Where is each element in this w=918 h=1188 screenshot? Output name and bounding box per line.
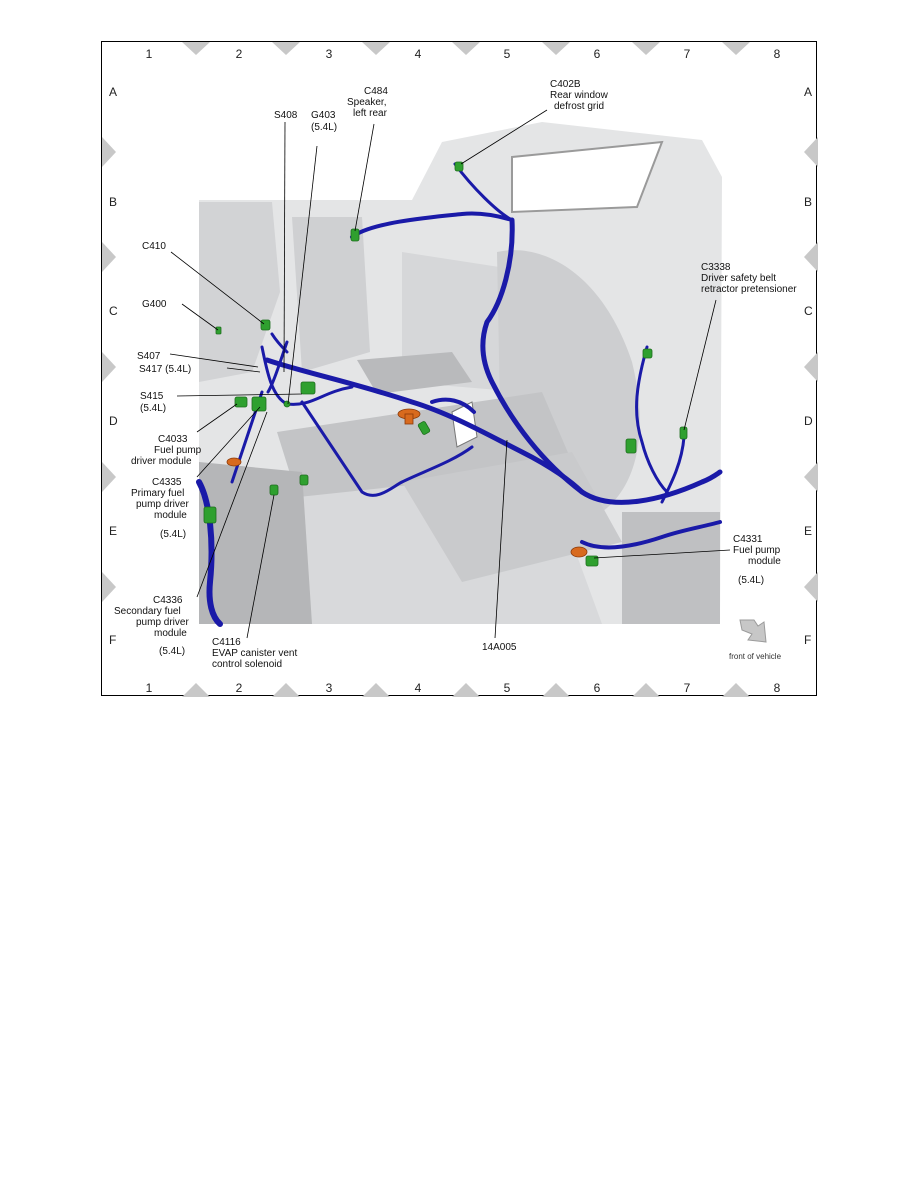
row-label-a-right: A bbox=[804, 85, 813, 99]
front-arrow-icon bbox=[740, 620, 766, 642]
connector-c410 bbox=[261, 320, 270, 330]
g400-id: G400 bbox=[142, 299, 167, 310]
callout-s417 bbox=[139, 364, 191, 375]
callout-s408 bbox=[274, 110, 298, 121]
c4335-id: C4335 bbox=[152, 477, 182, 488]
column-label-3: 3 bbox=[325, 47, 333, 61]
column-label-1: 1 bbox=[145, 47, 153, 61]
row-label-e: E bbox=[109, 524, 118, 538]
c4033-id: C4033 bbox=[158, 434, 188, 445]
connector-c4335 bbox=[252, 397, 266, 411]
callout-c4033 bbox=[131, 434, 202, 467]
c4336-desc-1: Secondary fuel bbox=[114, 606, 181, 617]
callout-s407 bbox=[137, 351, 161, 362]
s415-desc: (5.4L) bbox=[140, 403, 167, 414]
c4335-desc-1: Primary fuel bbox=[131, 488, 185, 499]
grommet-fuel-pump bbox=[571, 547, 587, 557]
connector-c6 bbox=[643, 349, 652, 358]
callout-g403 bbox=[311, 110, 337, 133]
c4335-desc-2: pump driver bbox=[136, 499, 189, 510]
callout-c3338 bbox=[701, 262, 797, 295]
column-label-3-bottom: 3 bbox=[325, 681, 333, 695]
c484-desc-2: left rear bbox=[353, 108, 387, 119]
column-label-8-bottom: 8 bbox=[773, 681, 781, 695]
c4331-id: C4331 bbox=[733, 534, 763, 545]
c3338-desc-2: retractor pretensioner bbox=[701, 284, 797, 295]
c402b-desc-1: Rear window bbox=[550, 90, 608, 101]
callout-c4336 bbox=[114, 595, 189, 657]
column-label-5-bottom: 5 bbox=[503, 681, 511, 695]
grommet-left bbox=[227, 458, 241, 466]
callout-c402b bbox=[550, 79, 609, 112]
harness-id: 14A005 bbox=[482, 642, 517, 653]
wiring-diagram bbox=[102, 42, 818, 697]
grommet-center-stem bbox=[405, 414, 413, 424]
c484-desc-1: Speaker, bbox=[347, 97, 387, 108]
diagram-frame bbox=[101, 41, 817, 696]
g403-id: G403 bbox=[311, 110, 336, 121]
c4335-desc-4: (5.4L) bbox=[160, 529, 187, 540]
row-label-b-right: B bbox=[804, 195, 813, 209]
c3338-desc-1: Driver safety belt bbox=[701, 273, 777, 284]
callout-c4116 bbox=[212, 637, 297, 670]
c4336-desc-2: pump driver bbox=[136, 617, 189, 628]
c402b-desc-2: defrost grid bbox=[554, 101, 605, 112]
c4336-desc-4: (5.4L) bbox=[159, 646, 186, 657]
row-label-e-right: E bbox=[804, 524, 813, 538]
connector-e3 bbox=[300, 475, 308, 485]
connector-c4116 bbox=[270, 485, 278, 495]
c4336-desc-3: module bbox=[154, 628, 187, 639]
s407-id: S407 bbox=[137, 351, 161, 362]
c4336-id: C4336 bbox=[153, 595, 183, 606]
connector-s415 bbox=[301, 382, 315, 394]
s417-id: S417 (5.4L) bbox=[139, 364, 192, 375]
front-of-vehicle-indicator bbox=[729, 620, 782, 661]
column-label-8: 8 bbox=[773, 47, 781, 61]
c4116-id: C4116 bbox=[212, 637, 241, 648]
row-label-f-right: F bbox=[804, 633, 812, 647]
connector-c4033 bbox=[235, 397, 247, 407]
connector-d6 bbox=[626, 439, 636, 453]
c4116-desc-1: EVAP canister vent bbox=[212, 648, 298, 659]
c410-id: C410 bbox=[142, 241, 166, 252]
row-label-c-right: C bbox=[804, 304, 813, 318]
connector-left-edge bbox=[204, 507, 216, 523]
row-label-b: B bbox=[109, 195, 118, 209]
c4331-desc-1: Fuel pump bbox=[733, 545, 781, 556]
column-label-1-bottom: 1 bbox=[145, 681, 153, 695]
column-label-7: 7 bbox=[683, 47, 691, 61]
c402b-id: C402B bbox=[550, 79, 581, 90]
s408-id: S408 bbox=[274, 110, 298, 121]
row-label-d-right: D bbox=[804, 414, 813, 428]
row-label-a: A bbox=[109, 85, 118, 99]
c4033-desc-1: Fuel pump bbox=[154, 445, 202, 456]
callout-c4335 bbox=[131, 477, 189, 540]
callout-c4331 bbox=[733, 534, 781, 586]
c484-id: C484 bbox=[364, 86, 388, 97]
c4033-desc-2: driver module bbox=[131, 456, 192, 467]
c4331-desc-3: (5.4L) bbox=[738, 575, 765, 586]
column-label-6: 6 bbox=[593, 47, 601, 61]
row-label-f: F bbox=[109, 633, 117, 647]
front-of-vehicle-label: front of vehicle bbox=[729, 652, 782, 661]
callout-c484 bbox=[347, 86, 388, 119]
c3338-id: C3338 bbox=[701, 262, 731, 273]
c4116-desc-2: control solenoid bbox=[212, 659, 283, 670]
column-label-2-bottom: 2 bbox=[235, 681, 243, 695]
column-label-7-bottom: 7 bbox=[683, 681, 691, 695]
column-label-5: 5 bbox=[503, 47, 511, 61]
c4331-desc-2: module bbox=[748, 556, 781, 567]
callout-s415 bbox=[140, 391, 166, 414]
column-label-4: 4 bbox=[414, 47, 422, 61]
c4335-desc-3: module bbox=[154, 510, 187, 521]
row-label-c: C bbox=[109, 304, 118, 318]
column-label-2: 2 bbox=[235, 47, 243, 61]
column-label-6-bottom: 6 bbox=[593, 681, 601, 695]
g403-desc: (5.4L) bbox=[311, 122, 338, 133]
connector-g400 bbox=[216, 327, 221, 334]
callout-harness-14a005 bbox=[482, 642, 517, 653]
connector-s417 bbox=[284, 401, 290, 407]
s415-id: S415 bbox=[140, 391, 164, 402]
callout-g400 bbox=[142, 299, 167, 310]
connector-c3338 bbox=[680, 427, 687, 439]
callout-c410 bbox=[142, 241, 166, 252]
column-label-4-bottom: 4 bbox=[414, 681, 422, 695]
row-label-d: D bbox=[109, 414, 118, 428]
